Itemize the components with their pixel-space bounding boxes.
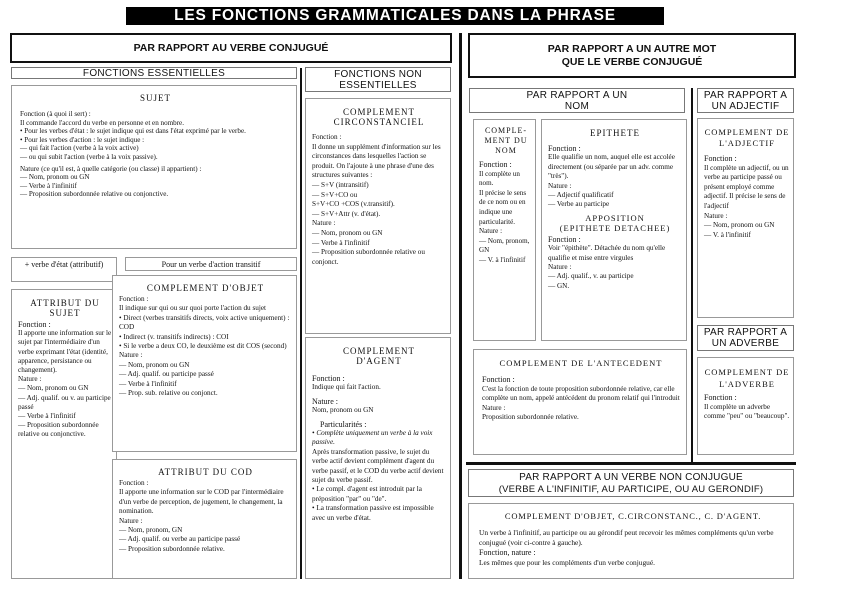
adjectif-header-label: PAR RAPPORT A UN ADJECTIF <box>703 90 788 112</box>
autre-mot-header-line1: PAR RAPPORT A UN AUTRE MOT <box>547 43 717 55</box>
agent-line: • Complète uniquement un verbe à la voix passive. <box>312 429 433 447</box>
apposition-line: Fonction : <box>548 234 581 244</box>
circonstanciel-line: S+V+CO +COS (v.transitif). <box>312 200 395 209</box>
agent-title: COMPLEMENT D'AGENT <box>342 346 415 366</box>
attribut-sujet-line: Fonction : <box>18 320 51 329</box>
attribut-sujet-line: — Verbe à l'infinitif <box>18 412 76 421</box>
fonctions-essentielles-label: FONCTIONS ESSENTIELLES <box>82 68 226 79</box>
attribut-cod-line: — Nom, pronom, GN <box>119 526 183 535</box>
agent-body <box>312 374 446 523</box>
attribut-cod-box <box>112 459 297 579</box>
circonstanciel-line: Il donne un supplément d'information sur les circonstances dans lesquelles l'action se produit. On l'ajoute à une phrase d'une des structures suivantes : <box>312 142 441 180</box>
sujet-box <box>11 85 297 249</box>
center-divider <box>459 33 462 579</box>
apposition-line: — GN. <box>548 281 570 290</box>
cadv-line: Il complète un adverbe comme "peu" ou "beaucoup". <box>704 402 790 421</box>
complement-objet-line: — Prop. sub. relative ou conjonct. <box>119 389 218 398</box>
antecedent-line: Nature : <box>482 403 506 412</box>
cadj-line: — V. à l'infinitif <box>704 230 751 239</box>
sujet-line: — qui fait l'action (verbe à la voix active) <box>20 144 139 153</box>
agent-line: Particularités : <box>320 419 367 429</box>
agent-line: Nature : <box>312 396 338 406</box>
sujet-line: — ou qui subit l'action (verbe à la voix passive). <box>20 152 158 161</box>
circonstanciel-title: COMPLEMENT CIRCONSTANCIEL <box>333 107 425 127</box>
verbe-transitif-label-box <box>125 257 297 271</box>
apposition-line: Voir "épithète". Détachée du nom qu'elle qualifie et mise entre virgules <box>548 244 666 262</box>
complement-objet-box <box>112 275 297 452</box>
cdn-line: Fonction : <box>479 160 512 169</box>
epithete-line: Fonction : <box>548 144 581 153</box>
sujet-line: — Verbe à l'infinitif <box>20 181 77 190</box>
epithete-line: Elle qualifie un nom, auquel elle est accolée directement (ou séparée par un adv. comme "très"). <box>548 153 675 181</box>
attribut-sujet-box <box>11 289 117 579</box>
complement-objet-line: • Direct (verbes transitifs directs, voix active uniquement) : COD <box>119 313 290 332</box>
right-bottom-divider <box>466 462 796 465</box>
attribut-sujet-line: Il apporte une information sur le sujet par l'intermédiaire d'un verbe exprimant l'état (identité, apparence, persistance ou changement). <box>18 329 112 375</box>
attribut-sujet-body <box>18 320 112 440</box>
circonstanciel-line: — Verbe à l'infinitif <box>312 238 370 247</box>
cadv-title: COMPLEMENT DE L'ADVERBE <box>704 367 790 389</box>
cadj-line: — Nom, pronom ou GN <box>704 221 775 230</box>
page-title: LES FONCTIONS GRAMMATICALES DANS LA PHRASE <box>126 7 664 25</box>
sujet-line: Nature (ce qu'il est, à quelle catégorie (ou classe) il appartient) : <box>20 164 202 173</box>
circonstanciel-box <box>305 98 451 334</box>
fonctions-essentielles-header <box>11 67 297 79</box>
agent-box <box>305 337 451 579</box>
complement-objet-line: Nature : <box>119 351 143 360</box>
sujet-line: — Nom, pronom ou GN <box>20 173 90 182</box>
verbe-conjugue-header-label: PAR RAPPORT AU VERBE CONJUGUÉ <box>133 42 329 54</box>
adverbe-header-label: PAR RAPPORT A UN ADVERBE <box>703 327 788 349</box>
circonstanciel-line: — S+V+CO ou <box>312 190 358 199</box>
antecedent-box <box>473 349 687 455</box>
attribut-sujet-line: — Proposition subordonnée relative ou conjonctive. <box>18 421 99 439</box>
cadj-line: Nature : <box>704 211 728 220</box>
non-conjugue-line: Un verbe à l'infinitif, au participe ou au gérondif peut recevoir les mêmes compléments qu'un verbe conjugué (voir ci-contre à gauche). <box>479 528 774 547</box>
complement-objet-body <box>119 295 292 398</box>
circonstanciel-line: — S+V+Attr (v. d'état). <box>312 209 381 218</box>
cdn-body <box>479 160 533 266</box>
cdn-line: Nature : <box>479 227 503 236</box>
attribut-cod-line: Il apporte une information sur le COD par l'intermédiaire d'un verbe de perception, de jugement, le changement, la nomination. <box>119 488 284 516</box>
non-conjugue-header-line2: (VERBE A L'INFINITIF, AU PARTICIPE, OU AU GERONDIF) <box>498 484 764 495</box>
complement-objet-line: • Si le verbe a deux CO, le deuxième est dit COS (second) <box>119 342 287 351</box>
epithete-body <box>548 144 682 210</box>
attribut-cod-line: Nature : <box>119 516 143 525</box>
sujet-line: Fonction (à quoi il sert) : <box>20 110 91 118</box>
epithete-title: EPITHETE <box>590 128 640 138</box>
attribut-cod-title: ATTRIBUT DU COD <box>158 467 253 477</box>
attribut-sujet-line: — Adj. qualif. ou v. au participe passé <box>18 393 111 411</box>
left-column-divider <box>300 68 302 579</box>
sujet-title: SUJET <box>139 93 171 103</box>
epithete-line: Nature : <box>548 181 572 190</box>
apposition-body <box>548 235 682 291</box>
verbe-conjugue-header <box>10 33 452 63</box>
cdn-line: Il précise le sens de ce nom ou en indique une particularité. <box>479 188 527 226</box>
attribut-cod-line: — Adj. qualif. ou verbe au participe passé <box>119 535 241 544</box>
antecedent-line: Proposition subordonnée relative. <box>482 413 579 422</box>
cadj-line: Fonction : <box>704 154 737 163</box>
agent-line: Indique qui fait l'action. <box>312 383 381 392</box>
agent-line: Fonction : <box>312 374 345 383</box>
attribut-cod-line: — Proposition subordonnée relative. <box>119 544 225 553</box>
cadv-line: Fonction : <box>704 393 737 402</box>
cdn-box <box>473 119 536 341</box>
non-conjugue-box <box>468 503 794 579</box>
cdn-line: Il complète un nom. <box>479 169 520 188</box>
antecedent-line: Fonction : <box>482 375 515 384</box>
complement-objet-line: — Adj. qualif. ou participe passé <box>119 370 214 379</box>
autre-mot-header-line2: QUE LE VERBE CONJUGUÉ <box>561 56 703 68</box>
epithete-line: — Adjectif qualificatif <box>548 191 614 200</box>
circonstanciel-line: — Nom, pronom ou GN <box>312 228 383 237</box>
agent-line: • La transformation passive est impossible avec un verbe d'état. <box>312 504 434 522</box>
verbe-etat-label-box <box>11 257 117 282</box>
cadv-box <box>697 357 794 455</box>
complement-objet-line: — Verbe à l'infinitif <box>119 379 177 388</box>
complement-objet-line: • Indirect (v. transitifs indirects) : COI <box>119 332 229 341</box>
sujet-line: • Pour les verbes d'action : le sujet indique : <box>20 135 145 144</box>
apposition-line: — Adj. qualif., v. au participe <box>548 272 634 281</box>
circonstanciel-line: Fonction : <box>312 133 342 141</box>
cdn-line: — Nom, pronom, GN <box>479 236 530 255</box>
agent-line: Après transformation passive, le sujet du verbe actif devient complément d'agent du verbe passif, et le COD du verbe actif devient sujet du verbe passif. <box>312 447 444 485</box>
complement-objet-line: Fonction : <box>119 295 149 303</box>
fonctions-non-essentielles-label: FONCTIONS NON ESSENTIELLES <box>334 69 422 91</box>
nom-header-label: PAR RAPPORT A UN NOM <box>526 90 628 112</box>
sujet-body <box>20 110 291 199</box>
attribut-sujet-line: — Nom, pronom ou GN <box>18 384 89 393</box>
non-conjugue-header <box>468 469 794 497</box>
autre-mot-header <box>468 33 796 78</box>
circonstanciel-line: — S+V (intransitif) <box>312 180 369 189</box>
agent-line: Nom, pronom ou GN <box>312 406 374 415</box>
agent-line: • Le compl. d'agent est introduit par la préposition "par" ou "de". <box>312 485 422 503</box>
adjectif-header <box>697 88 794 113</box>
non-conjugue-line: Fonction, nature : <box>479 548 536 557</box>
complement-objet-title: COMPLEMENT D'OBJET <box>146 283 265 293</box>
attribut-sujet-title: ATTRIBUT DU SUJET <box>30 298 100 318</box>
circonstanciel-body <box>312 133 446 267</box>
complement-objet-line: — Nom, pronom ou GN <box>119 360 190 369</box>
circonstanciel-line: Nature : <box>312 219 336 228</box>
attribut-cod-line: Fonction : <box>119 479 149 487</box>
verbe-transitif-label: Pour un verbe d'action transitif <box>161 260 261 269</box>
sujet-line: • Pour les verbes d'état : le sujet indique qui est dans l'état exprimé par le verbe. <box>20 127 246 136</box>
non-conjugue-header-line1: PAR RAPPORT A UN VERBE NON CONJUGUE <box>519 472 743 483</box>
cdn-title: COMPLE-MENT DU NOM <box>484 126 528 155</box>
non-conjugue-line: Les mêmes que pour les compléments d'un verbe conjugué. <box>479 558 655 567</box>
apposition-line: Nature : <box>548 263 572 272</box>
antecedent-line: C'est la fonction de toute proposition subordonnée relative, car elle complète un nom, appelé antécédent du pronom relatif qui l'introduit <box>482 384 680 403</box>
cadj-body <box>704 154 790 240</box>
complement-objet-line: Il indique sur qui ou sur quoi porte l'action du sujet <box>119 304 267 313</box>
non-conjugue-body <box>479 528 787 568</box>
verbe-etat-label: + verbe d'état (attributif) <box>24 260 104 269</box>
fonctions-non-essentielles-header <box>305 67 451 92</box>
cdn-line: — V. à l'infinitif <box>479 255 526 264</box>
antecedent-body <box>482 375 680 423</box>
circonstanciel-line: — Proposition subordonnée relative ou conjonct. <box>312 248 425 266</box>
epithete-box <box>541 119 687 341</box>
apposition-subtitle: (EPITHETE DETACHEE) <box>559 222 671 233</box>
epithete-line: — Verbe au participe <box>548 200 610 209</box>
cadv-body <box>704 393 790 422</box>
attribut-sujet-line: Nature : <box>18 375 42 384</box>
antecedent-title: COMPLEMENT DE L'ANTECEDENT <box>499 358 663 368</box>
non-conjugue-title: COMPLEMENT D'OBJET, C.CIRCONSTANC., C. D'AGENT. <box>504 511 762 521</box>
apposition-title: APPOSITION <box>585 212 645 223</box>
right-nom-divider <box>691 88 693 462</box>
attribut-cod-body <box>119 479 292 554</box>
adverbe-header <box>697 325 794 351</box>
cadj-title: COMPLEMENT DE L'ADJECTIF <box>704 127 790 148</box>
sujet-line: Il commande l'accord du verbe en personne et en nombre. <box>20 118 184 127</box>
cadj-line: Il complète un adjectif, ou un verbe au participe passé ou présent employé comme adjectif. Il précise le sens de l'adjectif <box>704 163 789 210</box>
cadj-box <box>697 118 794 318</box>
nom-header <box>469 88 685 113</box>
sujet-line: — Proposition subordonnée relative ou conjonctive. <box>20 190 169 199</box>
